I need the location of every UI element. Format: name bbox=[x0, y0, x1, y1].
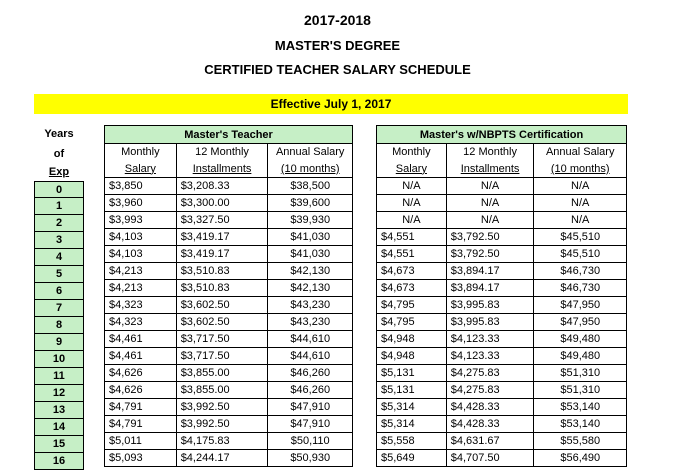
annual-salary-cell: $44,610 bbox=[268, 331, 353, 348]
col-head-10-months: (10 months) bbox=[268, 161, 353, 178]
monthly-salary-cell: $4,213 bbox=[105, 280, 177, 297]
group-a-title: Master's Teacher bbox=[105, 126, 353, 144]
year-cell: 7 bbox=[34, 300, 84, 317]
annual-salary-cell: $53,140 bbox=[534, 416, 627, 433]
installment-cell: $3,995.83 bbox=[446, 314, 534, 331]
table-row bbox=[105, 280, 353, 297]
monthly-salary-cell: $5,314 bbox=[377, 399, 447, 416]
table-row bbox=[377, 399, 627, 416]
monthly-salary-cell: $4,948 bbox=[377, 348, 447, 365]
annual-salary-cell: N/A bbox=[534, 212, 627, 229]
monthly-salary-cell: N/A bbox=[377, 195, 447, 212]
year-cell: 10 bbox=[34, 351, 84, 368]
installment-cell: $3,510.83 bbox=[176, 263, 268, 280]
annual-salary-cell: $53,140 bbox=[534, 399, 627, 416]
year-cell: 12 bbox=[34, 385, 84, 402]
installment-cell: $3,995.83 bbox=[446, 297, 534, 314]
col-head-salary: Salary bbox=[377, 161, 447, 178]
annual-salary-cell: N/A bbox=[534, 195, 627, 212]
monthly-salary-cell: $4,323 bbox=[105, 314, 177, 331]
monthly-salary-cell: $4,323 bbox=[105, 297, 177, 314]
table-row bbox=[377, 331, 627, 348]
annual-salary-cell: $50,110 bbox=[268, 433, 353, 450]
installment-cell: $3,894.17 bbox=[446, 280, 534, 297]
years-header-line3: Exp bbox=[48, 166, 70, 178]
table-row bbox=[377, 416, 627, 433]
table-row bbox=[105, 246, 353, 263]
year-cell: 13 bbox=[34, 402, 84, 419]
monthly-salary-cell: $4,791 bbox=[105, 399, 177, 416]
installment-cell: $3,602.50 bbox=[176, 297, 268, 314]
monthly-salary-cell: $4,795 bbox=[377, 297, 447, 314]
table-row bbox=[105, 229, 353, 246]
year-cell: 0 bbox=[34, 181, 84, 198]
installment-cell: $3,717.50 bbox=[176, 331, 268, 348]
installment-cell: $4,707.50 bbox=[446, 450, 534, 467]
monthly-salary-cell: $3,960 bbox=[105, 195, 177, 212]
schedule-title: CERTIFIED TEACHER SALARY SCHEDULE bbox=[204, 62, 471, 77]
installment-cell: $3,327.50 bbox=[176, 212, 268, 229]
year-cell: 11 bbox=[34, 368, 84, 385]
annual-salary-cell: $51,310 bbox=[534, 382, 627, 399]
table-row bbox=[377, 280, 627, 297]
table-row bbox=[105, 365, 353, 382]
monthly-salary-cell: $5,314 bbox=[377, 416, 447, 433]
year-cell: 16 bbox=[34, 453, 84, 470]
table-row bbox=[105, 297, 353, 314]
table-row bbox=[377, 365, 627, 382]
installment-cell: $3,419.17 bbox=[176, 229, 268, 246]
table-row bbox=[105, 450, 353, 467]
table-row bbox=[105, 399, 353, 416]
monthly-salary-cell: $4,213 bbox=[105, 263, 177, 280]
table-row bbox=[377, 348, 627, 365]
table-row bbox=[377, 382, 627, 399]
installment-cell: $3,602.50 bbox=[176, 314, 268, 331]
monthly-salary-cell: $5,131 bbox=[377, 365, 447, 382]
table-row bbox=[105, 178, 353, 195]
col-head-monthly: Monthly bbox=[377, 144, 447, 161]
schedule-year: 2017-2018 bbox=[304, 12, 371, 28]
annual-salary-cell: $49,480 bbox=[534, 348, 627, 365]
table-row bbox=[377, 433, 627, 450]
annual-salary-cell: $44,610 bbox=[268, 348, 353, 365]
monthly-salary-cell: $4,461 bbox=[105, 331, 177, 348]
monthly-salary-cell: $5,558 bbox=[377, 433, 447, 450]
annual-salary-cell: $39,930 bbox=[268, 212, 353, 229]
annual-salary-cell: $56,490 bbox=[534, 450, 627, 467]
installment-cell: $3,992.50 bbox=[176, 416, 268, 433]
monthly-salary-cell: N/A bbox=[377, 178, 447, 195]
installment-cell: $4,123.33 bbox=[446, 331, 534, 348]
installment-cell: $3,792.50 bbox=[446, 246, 534, 263]
annual-salary-cell: $47,950 bbox=[534, 297, 627, 314]
installment-cell: $4,244.17 bbox=[176, 450, 268, 467]
col-head-10-months: (10 months) bbox=[534, 161, 627, 178]
annual-salary-cell: $39,600 bbox=[268, 195, 353, 212]
annual-salary-cell: $47,910 bbox=[268, 416, 353, 433]
col-head-installments: Installments bbox=[446, 161, 534, 178]
installment-cell: $4,428.33 bbox=[446, 416, 534, 433]
installment-cell: $3,510.83 bbox=[176, 280, 268, 297]
installment-cell: N/A bbox=[446, 178, 534, 195]
degree-title: MASTER'S DEGREE bbox=[274, 38, 401, 53]
installment-cell: $3,300.00 bbox=[176, 195, 268, 212]
table-row bbox=[377, 263, 627, 280]
monthly-salary-cell: $3,993 bbox=[105, 212, 177, 229]
annual-salary-cell: $43,230 bbox=[268, 297, 353, 314]
monthly-salary-cell: $4,626 bbox=[105, 382, 177, 399]
installment-cell: $3,419.17 bbox=[176, 246, 268, 263]
monthly-salary-cell: $4,791 bbox=[105, 416, 177, 433]
col-head-salary: Salary bbox=[105, 161, 177, 178]
monthly-salary-cell: $4,673 bbox=[377, 280, 447, 297]
installment-cell: $4,275.83 bbox=[446, 365, 534, 382]
monthly-salary-cell: $5,011 bbox=[105, 433, 177, 450]
table-row bbox=[377, 229, 627, 246]
monthly-salary-cell: $4,673 bbox=[377, 263, 447, 280]
annual-salary-cell: $49,480 bbox=[534, 331, 627, 348]
monthly-salary-cell: $4,103 bbox=[105, 229, 177, 246]
monthly-salary-cell: N/A bbox=[377, 212, 447, 229]
table-row bbox=[377, 297, 627, 314]
installment-cell: $4,175.83 bbox=[176, 433, 268, 450]
annual-salary-cell: $47,950 bbox=[534, 314, 627, 331]
annual-salary-cell: $46,730 bbox=[534, 263, 627, 280]
monthly-salary-cell: $5,649 bbox=[377, 450, 447, 467]
annual-salary-cell: $46,730 bbox=[534, 280, 627, 297]
installment-cell: $3,992.50 bbox=[176, 399, 268, 416]
installment-cell: $3,792.50 bbox=[446, 229, 534, 246]
group-b-title: Master's w/NBPTS Certification bbox=[377, 126, 627, 144]
annual-salary-cell: $42,130 bbox=[268, 263, 353, 280]
year-cell: 5 bbox=[34, 266, 84, 283]
annual-salary-cell: $45,510 bbox=[534, 229, 627, 246]
annual-salary-cell: $41,030 bbox=[268, 246, 353, 263]
monthly-salary-cell: $4,461 bbox=[105, 348, 177, 365]
annual-salary-cell: $41,030 bbox=[268, 229, 353, 246]
installment-cell: $3,894.17 bbox=[446, 263, 534, 280]
monthly-salary-cell: $4,103 bbox=[105, 246, 177, 263]
installment-cell: $4,123.33 bbox=[446, 348, 534, 365]
table-row bbox=[105, 212, 353, 229]
table-row bbox=[377, 178, 627, 195]
table-row bbox=[105, 416, 353, 433]
col-head-installments: Installments bbox=[176, 161, 268, 178]
monthly-salary-cell: $4,551 bbox=[377, 229, 447, 246]
table-row bbox=[377, 212, 627, 229]
years-header-line1: Years bbox=[44, 128, 74, 140]
installment-cell: $4,631.67 bbox=[446, 433, 534, 450]
installment-cell: $3,855.00 bbox=[176, 382, 268, 399]
installment-cell: $3,855.00 bbox=[176, 365, 268, 382]
table-row bbox=[105, 433, 353, 450]
table-row bbox=[377, 314, 627, 331]
year-cell: 8 bbox=[34, 317, 84, 334]
table-row bbox=[377, 195, 627, 212]
year-cell: 2 bbox=[34, 215, 84, 232]
monthly-salary-cell: $4,948 bbox=[377, 331, 447, 348]
col-head-annual: Annual Salary bbox=[268, 144, 353, 161]
installment-cell: $4,428.33 bbox=[446, 399, 534, 416]
table-row bbox=[105, 348, 353, 365]
col-head-monthly: Monthly bbox=[105, 144, 177, 161]
monthly-salary-cell: $4,551 bbox=[377, 246, 447, 263]
annual-salary-cell: $45,510 bbox=[534, 246, 627, 263]
years-of-experience-column bbox=[34, 181, 84, 470]
monthly-salary-cell: $4,626 bbox=[105, 365, 177, 382]
annual-salary-cell: $46,260 bbox=[268, 382, 353, 399]
annual-salary-cell: N/A bbox=[534, 178, 627, 195]
table-row bbox=[105, 331, 353, 348]
monthly-salary-cell: $3,850 bbox=[105, 178, 177, 195]
monthly-salary-cell: $5,093 bbox=[105, 450, 177, 467]
annual-salary-cell: $50,930 bbox=[268, 450, 353, 467]
installment-cell: N/A bbox=[446, 212, 534, 229]
col-head-annual: Annual Salary bbox=[534, 144, 627, 161]
year-cell: 4 bbox=[34, 249, 84, 266]
annual-salary-cell: $38,500 bbox=[268, 178, 353, 195]
year-cell: 1 bbox=[34, 198, 84, 215]
masters-nbpts-table bbox=[376, 125, 627, 467]
installment-cell: $3,208.33 bbox=[176, 178, 268, 195]
effective-date-banner: Effective July 1, 2017 bbox=[34, 94, 628, 114]
table-row bbox=[377, 450, 627, 467]
annual-salary-cell: $47,910 bbox=[268, 399, 353, 416]
masters-teacher-table bbox=[104, 125, 353, 467]
monthly-salary-cell: $5,131 bbox=[377, 382, 447, 399]
installment-cell: $4,275.83 bbox=[446, 382, 534, 399]
table-row bbox=[105, 195, 353, 212]
installment-cell: $3,717.50 bbox=[176, 348, 268, 365]
year-cell: 3 bbox=[34, 232, 84, 249]
annual-salary-cell: $46,260 bbox=[268, 365, 353, 382]
annual-salary-cell: $43,230 bbox=[268, 314, 353, 331]
table-row bbox=[377, 246, 627, 263]
col-head-12-monthly: 12 Monthly bbox=[176, 144, 268, 161]
year-cell: 14 bbox=[34, 419, 84, 436]
annual-salary-cell: $42,130 bbox=[268, 280, 353, 297]
annual-salary-cell: $51,310 bbox=[534, 365, 627, 382]
years-header-line2: of bbox=[53, 148, 65, 160]
installment-cell: N/A bbox=[446, 195, 534, 212]
col-head-12-monthly: 12 Monthly bbox=[446, 144, 534, 161]
annual-salary-cell: $55,580 bbox=[534, 433, 627, 450]
table-row bbox=[105, 263, 353, 280]
year-cell: 9 bbox=[34, 334, 84, 351]
monthly-salary-cell: $4,795 bbox=[377, 314, 447, 331]
year-cell: 6 bbox=[34, 283, 84, 300]
year-cell: 15 bbox=[34, 436, 84, 453]
table-row bbox=[105, 382, 353, 399]
table-row bbox=[105, 314, 353, 331]
